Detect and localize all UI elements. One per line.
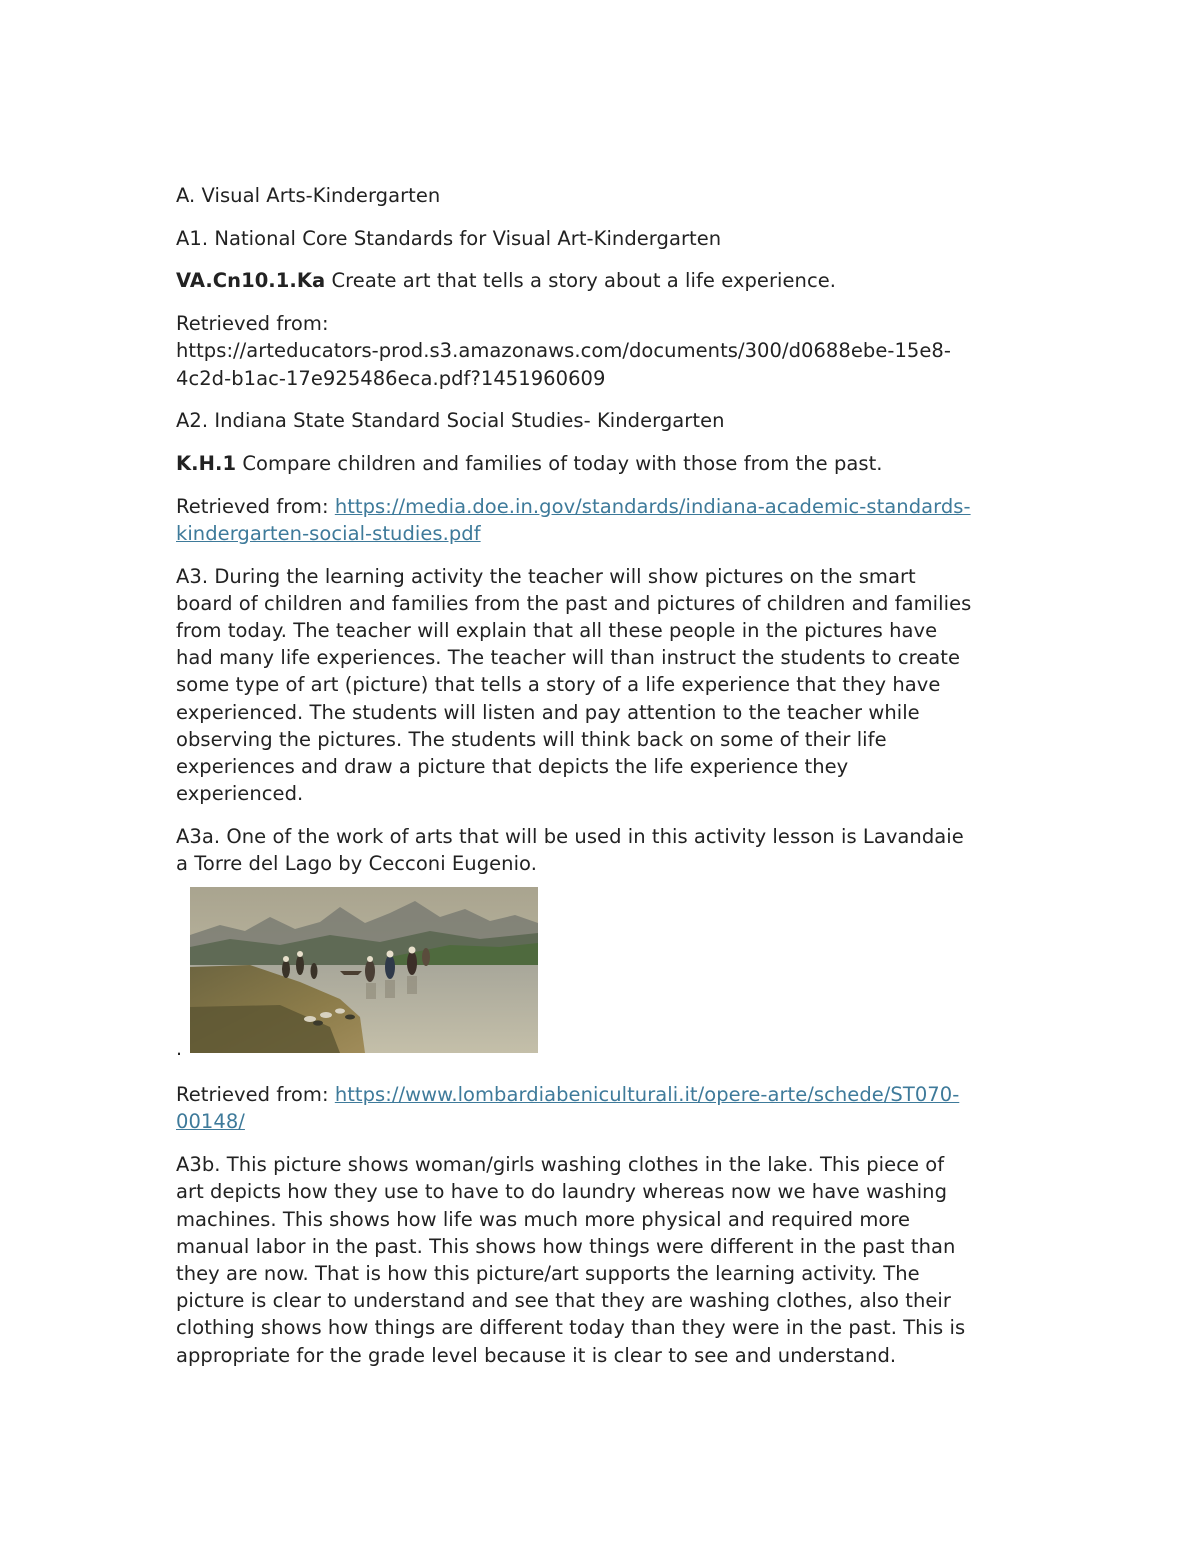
a3-line: experiences and draw a picture that depicts the life experience they: [176, 754, 849, 778]
a3b-line: art depicts how they use to have to do laundry whereas now we have washing: [176, 1180, 948, 1204]
document-page: [176, 182, 1061, 1384]
a2-standard-code: K.H.1: [176, 451, 237, 475]
a1-retrieved-url-line1: https://arteducators-prod.s3.amazonaws.com/documents/300/d0688ebe-15e8-: [176, 339, 951, 363]
a2-standard: [176, 450, 1061, 477]
a3b-line: they are now. That is how this picture/art supports the learning activity. The: [176, 1261, 920, 1285]
a3b-line: machines. This shows how life was much more physical and required more: [176, 1207, 911, 1231]
a3-line: experienced.: [176, 782, 304, 806]
a3a-retrieved: [176, 1081, 1061, 1135]
a3-line: had many life experiences. The teacher will than instruct the students to create: [176, 646, 961, 670]
a2-link-line2[interactable]: kindergarten-social-studies.pdf: [176, 521, 481, 545]
a3-line: board of children and families from the past and pictures of children and families: [176, 591, 972, 615]
a3b-paragraph: [176, 1151, 1061, 1369]
a3a-link-line1[interactable]: https://www.lombardiabeniculturali.it/opere-arte/schede/ST070-: [334, 1083, 960, 1107]
a1-retrieved: [176, 310, 1061, 392]
a3a-paragraph: [176, 823, 1061, 877]
painting-image: [190, 887, 538, 1053]
section-a-heading: A. Visual Arts-Kindergarten: [176, 184, 441, 207]
a3b-line: appropriate for the grade level because it is clear to see and understand.: [176, 1343, 897, 1367]
a1-retrieved-label: Retrieved from:: [176, 312, 329, 336]
a3-line: some type of art (picture) that tells a story of a life experience that they have: [176, 673, 941, 697]
a3b-line: manual labor in the past. This shows how things were different in the past than: [176, 1234, 956, 1258]
a1-standard-code: VA.Cn10.1.Ka: [176, 269, 326, 293]
a2-standard-text: Compare children and families of today with those from the past.: [236, 451, 883, 475]
a3a-retrieved-label: Retrieved from:: [176, 1083, 335, 1107]
lake-washerwomen-painting: [190, 887, 538, 1053]
a2-retrieved: [176, 493, 1061, 547]
a3a-link-line2[interactable]: 00148/: [176, 1110, 245, 1134]
a2-retrieved-label: Retrieved from:: [176, 494, 335, 518]
a1-retrieved-url-line2: 4c2d-b1ac-17e925486eca.pdf?1451960609: [176, 366, 606, 390]
a3-paragraph: [176, 563, 1061, 808]
a3-line: A3. During the learning activity the teacher will show pictures on the smart: [176, 564, 916, 588]
a3a-line1: A3a. One of the work of arts that will be used in this activity lesson is Lavandaie: [176, 824, 964, 848]
a3-line: from today. The teacher will explain that all these people in the pictures have: [176, 618, 938, 642]
a2-link-line1[interactable]: https://media.doe.in.gov/standards/indiana-academic-standards-: [334, 494, 971, 518]
a3-line: observing the pictures. The students will think back on some of their life: [176, 727, 887, 751]
a3b-line: clothing shows how things are different today than they were in the past. This is: [176, 1316, 966, 1340]
a3b-line: picture is clear to understand and see that they are washing clothes, also their: [176, 1289, 951, 1313]
a1-heading: A1. National Core Standards for Visual Art-Kindergarten: [176, 226, 722, 250]
a3-line: experienced. The students will listen and pay attention to the teacher while: [176, 700, 920, 724]
a1-standard-text: Create art that tells a story about a life experience.: [325, 269, 837, 293]
a2-heading: A2. Indiana State Standard Social Studies- Kindergarten: [176, 409, 725, 433]
a1-standard: [176, 267, 1061, 294]
painting-row: [176, 887, 1061, 1061]
image-dot: .: [176, 1038, 183, 1061]
a3b-line: A3b. This picture shows woman/girls washing clothes in the lake. This piece of: [176, 1153, 945, 1177]
a3a-line2: a Torre del Lago by Cecconi Eugenio.: [176, 852, 537, 876]
